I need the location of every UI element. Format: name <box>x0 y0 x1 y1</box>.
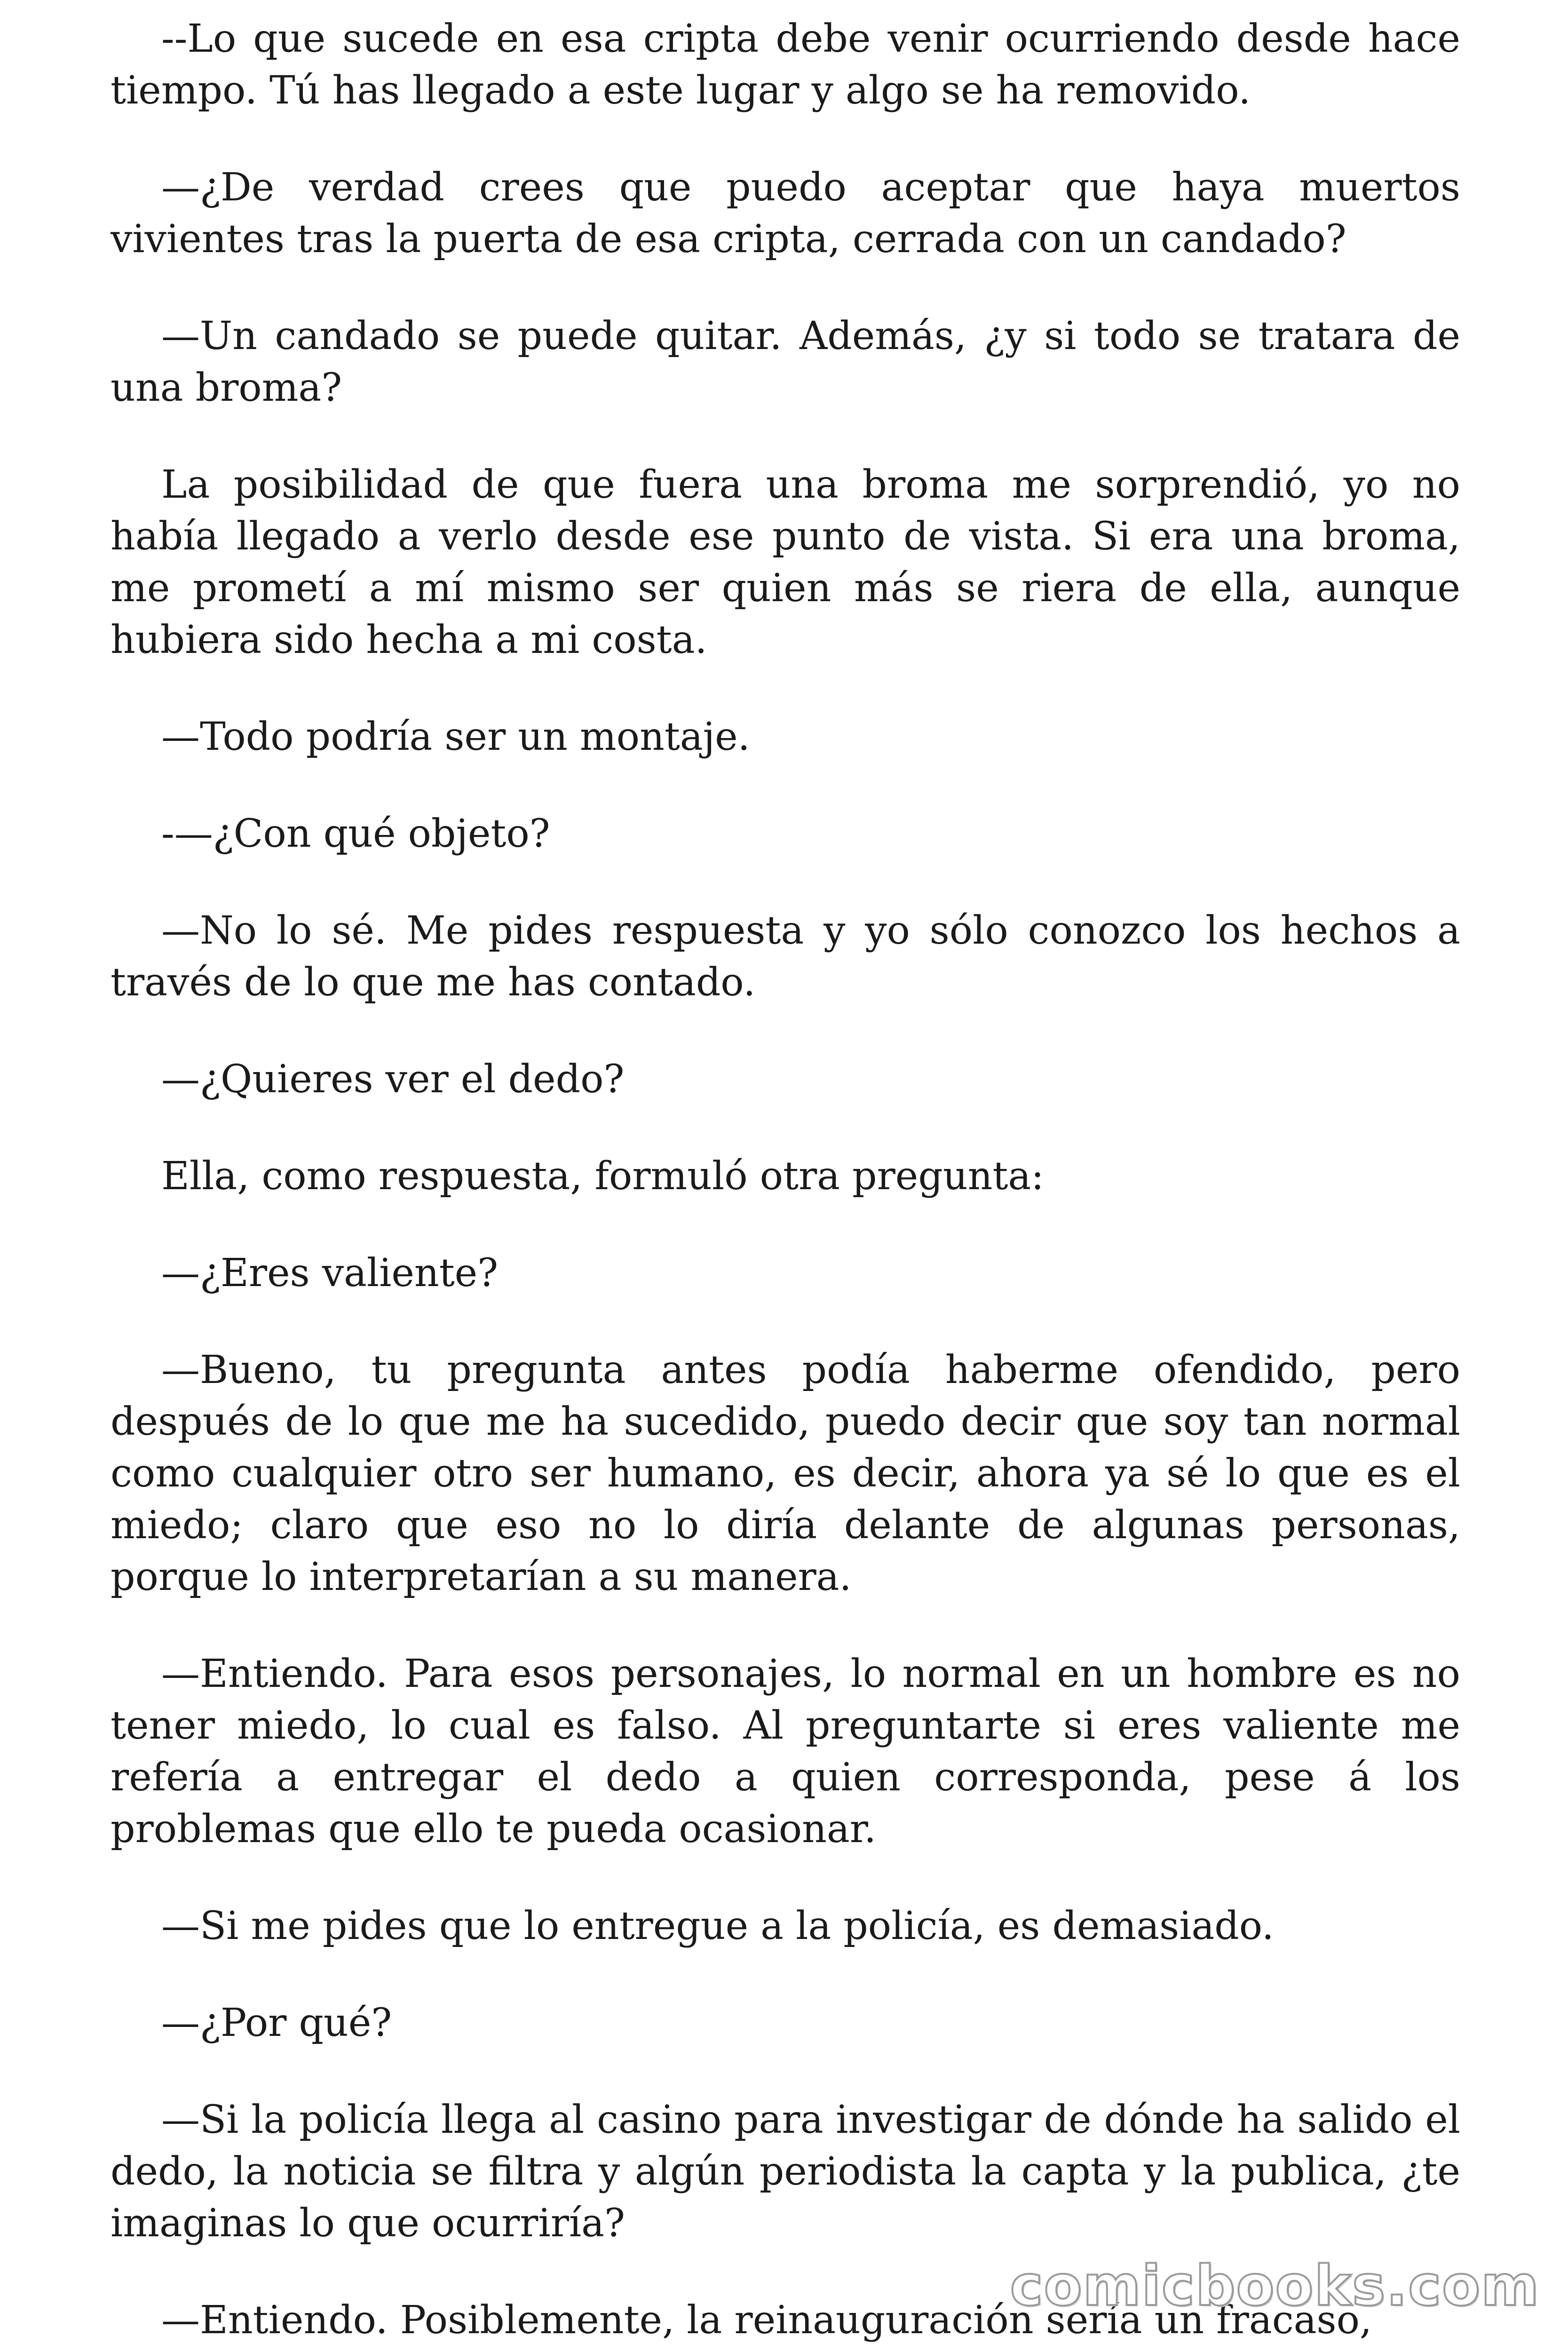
watermark: comicbooks.com <box>1010 2253 1540 2318</box>
paragraph: -—¿Con qué objeto? <box>161 811 550 856</box>
paragraph: —Si la policía llega al casino para investigar de dónde ha salido el dedo, la noticia se filtra y algún periodista la capta y la publica, ¿te imaginas lo que ocurriría? <box>111 2098 1460 2246</box>
paragraph: —Entiendo. Posiblemente, la reinauguración sería un fracaso, <box>161 2298 1372 2343</box>
paragraph: —¿Eres valiente? <box>161 1251 499 1295</box>
paragraph: --Lo que sucede en esa cripta debe venir ocurriendo desde hace tiempo. Tú has llegado a este lugar y algo se ha removido. <box>111 16 1460 113</box>
paragraph: —¿De verdad crees que puedo aceptar que haya muertos vivientes tras la puerta de esa cripta, cerrada con un candado? <box>111 165 1460 262</box>
paragraph: —¿Por qué? <box>161 2001 392 2045</box>
paragraph: —Entiendo. Para esos personajes, lo normal en un hombre es no tener miedo, lo cual es falso. Al preguntarte si eres valiente me refería a entregar el dedo a quien corresponda, pese á los problemas que ello te pueda ocasionar. <box>111 1652 1460 1851</box>
paragraph: —Un candado se puede quitar. Además, ¿y si todo se tratara de una broma? <box>111 314 1460 410</box>
paragraph: —¿Quieres ver el dedo? <box>161 1057 625 1102</box>
paragraph: Ella, como respuesta, formuló otra pregunta: <box>161 1154 1044 1199</box>
paragraph: —Si me pides que lo entregue a la policía, es demasiado. <box>161 1904 1274 1948</box>
page-text <box>111 13 1460 2352</box>
paragraph: —No lo sé. Me pides respuesta y yo sólo conozco los hechos a través de lo que me has contado. <box>111 908 1460 1005</box>
paragraph: La posibilidad de que fuera una broma me sorprendió, yo no había llegado a verlo desde ese punto de vista. Si era una broma, me prometí a mí mismo ser quien más se riera de ella, aunque hubiera sido hecha a mi costa. <box>111 462 1460 662</box>
paragraph: —Bueno, tu pregunta antes podía haberme ofendido, pero después de lo que me ha sucedido, puedo decir que soy tan normal como cualquier otro ser humano, es decir, ahora ya sé lo que es el miedo; claro que eso no lo diría delante de algunas personas, porque lo interpretarían a su manera. <box>111 1348 1460 1599</box>
paragraph: —Todo podría ser un montaje. <box>161 715 750 759</box>
